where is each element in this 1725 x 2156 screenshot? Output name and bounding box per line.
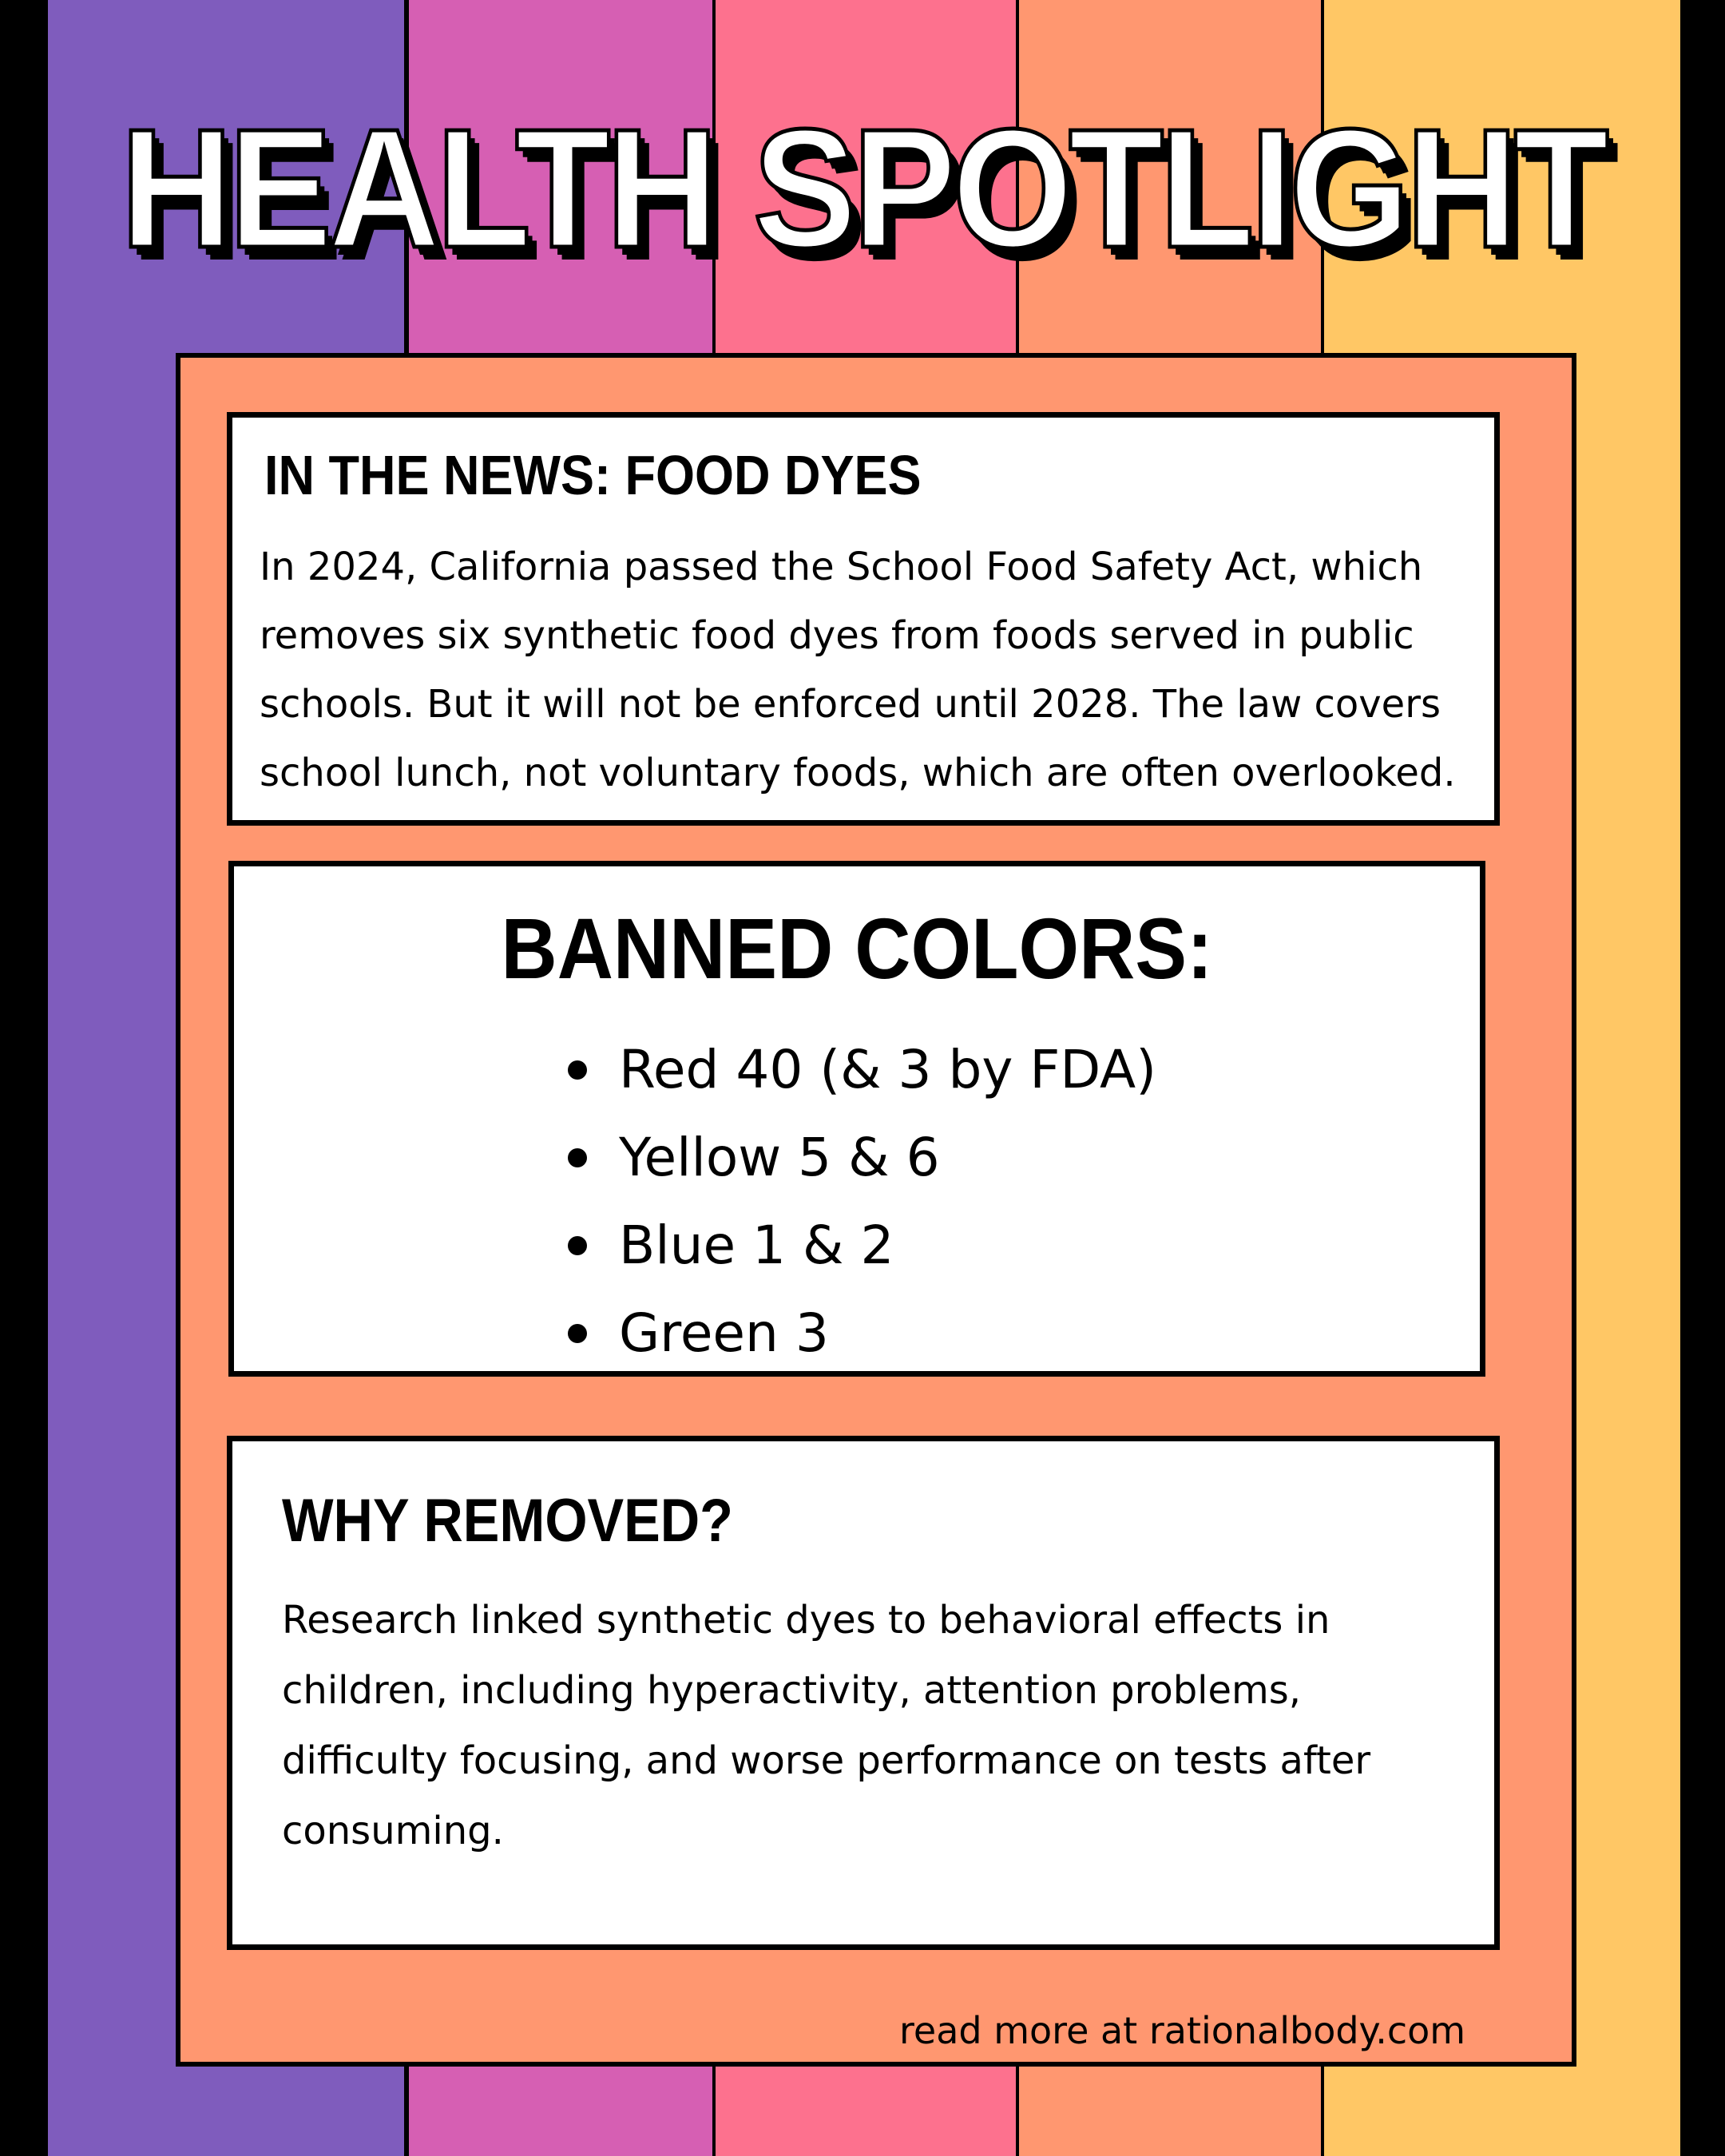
why-line: difficulty focusing, and worse performance on tests after: [282, 1738, 1371, 1783]
bullet-icon: [568, 1324, 587, 1343]
list-item-label: Blue 1 & 2: [619, 1215, 894, 1276]
banned-colors-card: [228, 861, 1485, 1377]
news-line: school lunch, not voluntary foods, which are often overlooked.: [260, 751, 1456, 795]
why-line: Research linked synthetic dyes to behavioral effects in: [282, 1598, 1330, 1643]
footer-link[interactable]: read more at rationalbody.com: [899, 2009, 1466, 2052]
news-title: IN THE NEWS: FOOD DYES: [264, 444, 922, 506]
list-item: [561, 1114, 1156, 1202]
banned-colors-list: [561, 1026, 1156, 1377]
list-item: [561, 1026, 1156, 1114]
news-line: removes six synthetic food dyes from foods served in public: [260, 613, 1414, 658]
why-line: consuming.: [282, 1809, 504, 1853]
why-removed-card: [227, 1436, 1500, 1950]
why-removed-title: WHY REMOVED?: [282, 1487, 733, 1555]
why-removed-body: [282, 1585, 1464, 1866]
news-card: [227, 412, 1500, 826]
list-item: [561, 1290, 1156, 1377]
bullet-icon: [568, 1236, 587, 1255]
list-item-label: Yellow 5 & 6: [619, 1127, 940, 1188]
list-item-label: Red 40 (& 3 by FDA): [619, 1039, 1156, 1100]
list-item-label: Green 3: [619, 1302, 829, 1364]
page-title: HEALTH SPOTLIGHT: [120, 93, 1605, 283]
bullet-icon: [568, 1148, 587, 1167]
news-body: [260, 533, 1481, 807]
news-line: In 2024, California passed the School Food Safety Act, which: [260, 545, 1423, 589]
why-line: children, including hyperactivity, attention problems,: [282, 1668, 1302, 1713]
banned-colors-title: BANNED COLORS:: [501, 900, 1213, 997]
news-line: schools. But it will not be enforced until 2028. The law covers: [260, 682, 1441, 727]
bullet-icon: [568, 1060, 587, 1080]
list-item: [561, 1202, 1156, 1290]
